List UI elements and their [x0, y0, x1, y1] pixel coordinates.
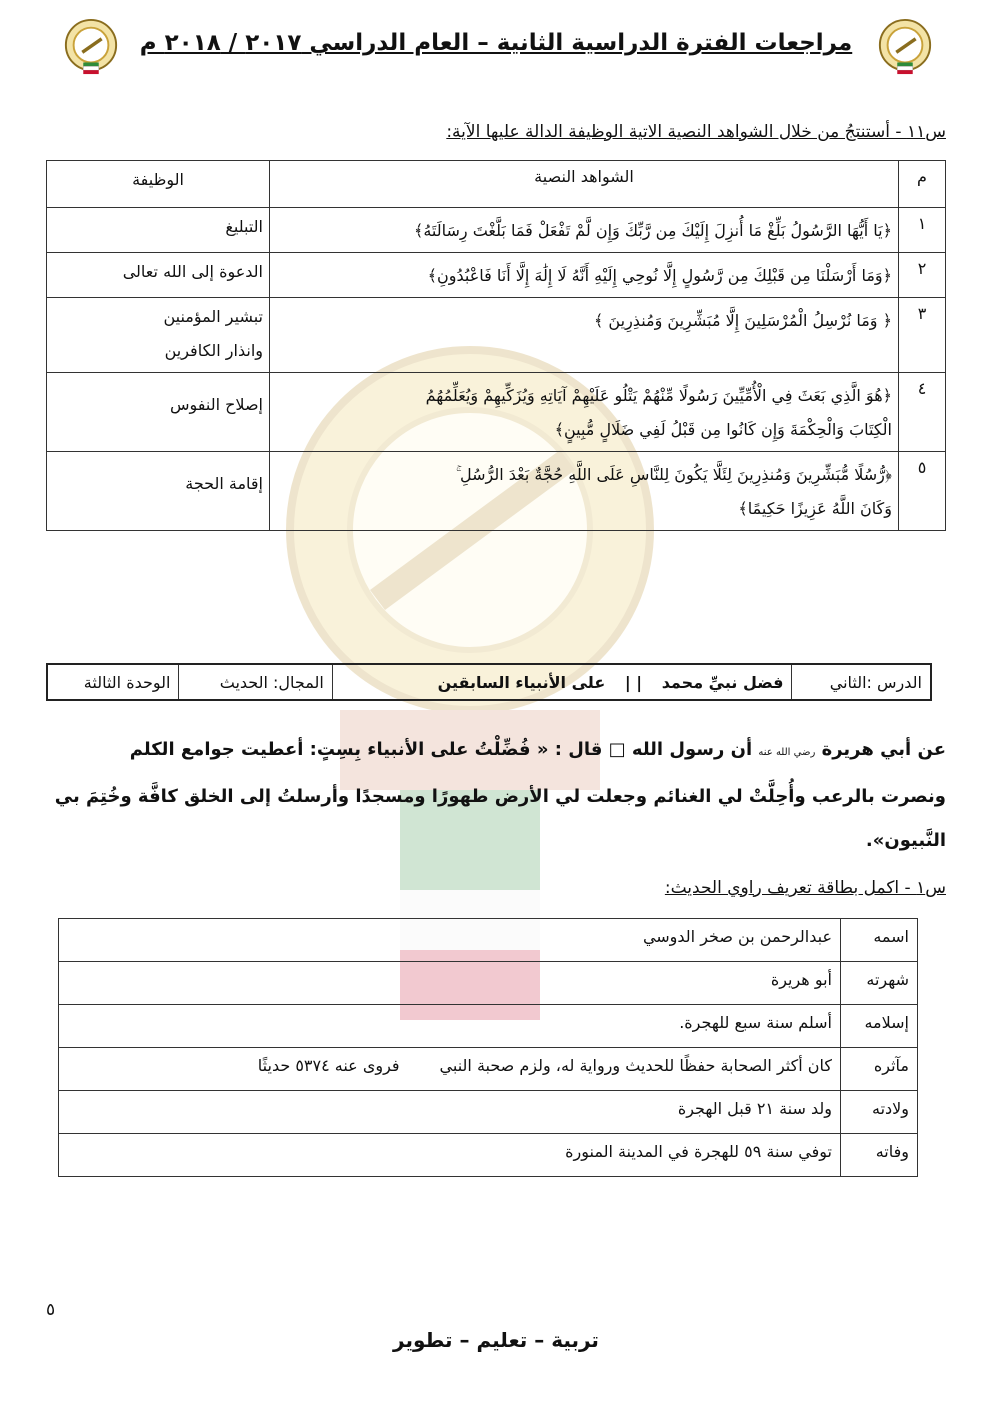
card-label: ولادته	[841, 1091, 918, 1134]
table-row	[47, 373, 946, 452]
footer-slogan: تربية – تعليم – تطوير	[393, 1328, 599, 1352]
card-value: عبدالرحمن بن صخر الدوسي	[59, 919, 841, 962]
card-value	[59, 1048, 841, 1091]
table-row	[47, 452, 946, 531]
textual-evidence-table	[46, 160, 946, 531]
table-row	[59, 1091, 918, 1134]
page-title: مراجعات الفترة الدراسية الثانية – العام الدراسي ٢٠١٧ / ٢٠١٨ م	[139, 30, 853, 56]
column-header-num: م	[899, 161, 946, 208]
narrator-card-table	[58, 918, 918, 1177]
hadith-narrator: عن أبي هريرة	[821, 739, 946, 760]
card-value: ولد سنة ٢١ قبل الهجرة	[59, 1091, 841, 1134]
table-header-row	[47, 161, 946, 208]
function-cell	[47, 298, 270, 373]
table-row	[59, 1048, 918, 1091]
quran-text-line: ﴿رُّسُلًا مُّبَشِّرِينَ وَمُنذِرِينَ لِئَلَّا يَكُونَ لِلنَّاسِ عَلَى اللَّهِ حُجَّةٌ بَعْدَ الرُّسُلِ ۚ	[455, 465, 892, 484]
function-text: الدعوة إلى الله تعالى	[122, 262, 263, 281]
lesson-label: الدرس :الثاني	[792, 664, 931, 700]
hadith-text	[46, 728, 946, 863]
lesson-field: المجال: الحديث	[179, 664, 332, 700]
honorific-text: رضي الله عنه	[758, 747, 816, 758]
row-number: ١	[899, 208, 946, 253]
lesson-title-part2: على الأنبياء السابقين	[437, 672, 606, 692]
hadith-line-text: أن رسول الله □ قال : « فُضِّلْتُ على الأنبياء بِسِتٍ: أعطيت جوامع الكلم	[129, 739, 753, 760]
card-label: شهرته	[841, 962, 918, 1005]
table-row	[47, 208, 946, 253]
function-cell	[47, 452, 270, 531]
card-label: اسمه	[841, 919, 918, 962]
table-row	[59, 919, 918, 962]
card-value: أسلم سنة سبع للهجرة.	[59, 1005, 841, 1048]
table-row	[59, 962, 918, 1005]
lesson-title-part1: فضل نبيِّ محمد	[661, 672, 784, 692]
lesson-title-separator: | |	[624, 672, 643, 692]
quran-text-line: ﴿هُوَ الَّذِي بَعَثَ فِي الْأُمِّيِّينَ رَسُولًا مِّنْهُمْ يَتْلُو عَلَيْهِمْ آيَاتِهِ وَيُزَكِّيهِمْ وَيُعَلِّمُهُمُ	[425, 386, 892, 405]
quran-text-line: ﴿يَا أَيُّهَا الرَّسُولُ بَلِّغْ مَا أُنزِلَ إِلَيْكَ مِن رَّبِّكَ وَإِن لَّمْ تَفْعَلْ فَمَا بَلَّغْتَ رِسَالَتَهُ﴾	[413, 221, 892, 240]
row-number: ٥	[899, 452, 946, 531]
function-text: إصلاح النفوس	[169, 395, 263, 414]
function-cell	[47, 208, 270, 253]
card-value-text: كان أكثر الصحابة حفظًا للحديث ورواية له، ولزم صحبة النبي	[439, 1056, 832, 1075]
table-row	[47, 253, 946, 298]
quran-text	[270, 452, 899, 531]
card-value-extra: فروى عنه ٥٣٧٤ حديثًا	[257, 1056, 400, 1075]
function-text: التبليغ	[225, 217, 263, 236]
row-number: ٢	[899, 253, 946, 298]
column-header-text: الشواهد النصية	[270, 161, 899, 208]
question-11-heading: س١١ - أستنتجُ من خلال الشواهد النصية الاتية الوظيفة الدالة عليها الآية:	[446, 122, 946, 142]
row-number: ٣	[899, 298, 946, 373]
table-row	[59, 1005, 918, 1048]
question-1-heading: س١ - اكمل بطاقة تعريف راوي الحديث:	[664, 878, 946, 898]
function-text: إقامة الحجة	[185, 474, 263, 493]
hadith-line: النَّبيون».	[865, 830, 946, 851]
school-logo-icon	[62, 18, 120, 76]
quran-text	[270, 373, 899, 452]
quran-text-line: الْكِتَابَ وَالْحِكْمَةَ وَإِن كَانُوا مِن قَبْلُ لَفِي ضَلَالٍ مُّبِينٍ﴾	[554, 420, 892, 439]
lesson-unit: الوحدة الثالثة	[47, 664, 179, 700]
hadith-line	[46, 728, 946, 775]
card-label: مآثره	[841, 1048, 918, 1091]
function-cell	[47, 253, 270, 298]
lesson-info-bar	[46, 663, 932, 701]
quran-text-line: ﴿وَمَا أَرْسَلْنَا مِن قَبْلِكَ مِن رَّسُولٍ إِلَّا نُوحِي إِلَيْهِ أَنَّهُ لَا إِلَٰهَ إِلَّا أَنَا فَاعْبُدُونِ﴾	[427, 266, 892, 285]
quran-text	[270, 298, 899, 373]
card-label: إسلامه	[841, 1005, 918, 1048]
function-cell	[47, 373, 270, 452]
table-row	[59, 1134, 918, 1177]
page-number: ٥	[46, 1300, 56, 1320]
lesson-title	[332, 664, 792, 700]
table-row	[47, 298, 946, 373]
quran-text	[270, 208, 899, 253]
quran-text-line: ﴿ وَمَا نُرْسِلُ الْمُرْسَلِينَ إِلَّا مُبَشِّرِينَ وَمُنذِرِينَ ﴾	[593, 311, 892, 330]
card-value: توفي سنة ٥٩ للهجرة في المدينة المنورة	[59, 1134, 841, 1177]
quran-text-line: وَكَانَ اللَّهُ عَزِيزًا حَكِيمًا﴾	[738, 499, 892, 518]
card-value: أبو هريرة	[59, 962, 841, 1005]
row-number: ٤	[899, 373, 946, 452]
school-logo-icon	[876, 18, 934, 76]
column-header-function: الوظيفة	[47, 161, 270, 208]
quran-text	[270, 253, 899, 298]
hadith-line: ونصرت بالرعب وأُحِلَّتْ لي الغنائم وجعلت لي الأرض طهورًا ومسجدًا وأرسلتُ إلى الخلق كافَّة وخُتِمَ بي	[54, 786, 946, 807]
card-label: وفاته	[841, 1134, 918, 1177]
function-text: تبشير المؤمنين	[163, 307, 263, 326]
function-text: وانذار الكافرين	[164, 341, 263, 360]
